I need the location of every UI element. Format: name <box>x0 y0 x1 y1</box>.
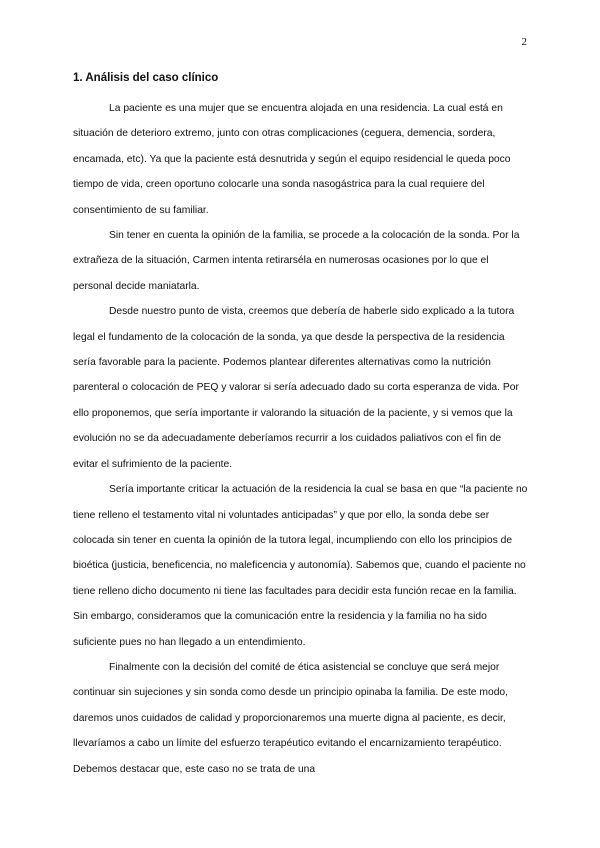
document-body <box>73 70 529 782</box>
paragraph-conclusion: Finalmente con la decisión del comité de ética asistencial se concluye que será mejor continuar sin sujeciones y sin sonda como desde un principio opinaba la familia. De este modo, daremos unos cuidados de calidad y proporcionaremos una muerte digna al paciente, es decir, llevaríamos a cabo un límite del esfuerzo terapéutico evitando el encarnizamiento terapéutico. Debemos destacar que, este caso no se trata de una <box>73 661 509 775</box>
paragraph-criticism: Sería importante criticar la actuación de la residencia la cual se basa en que “la paciente no tiene relleno el testamento vital ni voluntades anticipadas” y que por ello, la sonda debe ser colocada sin tener en cuenta la opinión de la tutora legal, incumpliendo con ello los principios de bioética (justicia, beneficencia, no maleficencia y autonomía). Sabemos que, cuando el paciente no tiene relleno dicho documento ni tiene las facultades para decidir esta función recae en la familia. Sin embargo, consideramos que la comunicación entre la residencia y la familia no ha sido suficiente pues no han llegado a un entendimiento. <box>73 484 528 648</box>
page-number: 2 <box>521 36 527 48</box>
paragraph-case-summary: La paciente es una mujer que se encuentra alojada en una residencia. La cual está en situación de deterioro extremo, junto con otras complicaciones (ceguera, demencia, sordera, encamada, etc). Ya que la paciente está desnutrida y según el equipo residencial le queda poco tiempo de vida, creen oportuno colocarle una sonda nasogástrica para la cual requiere del consentimiento de su familiar. <box>73 103 511 216</box>
paragraph-family-opinion: Sin tener en cuenta la opinión de la familia, se procede a la colocación de la sonda. Por la extrañeza de la situación, Carmen intenta retirarséla en numerosas ocasiones por lo que el personal decide maniatarla. <box>73 230 520 292</box>
section-heading: 1. Análisis del caso clínico <box>73 72 219 84</box>
paragraph-point-of-view: Desde nuestro punto de vista, creemos que debería de haberle sido explicado a la tutora legal el fundamento de la colocación de la sonda, ya que desde la perspectiva de la residencia sería favorable para la paciente. Podemos plantear diferentes alternativas como la nutrición parenteral o colocación de PEQ y valorar si sería adecuado dado su corta esperanza de vida. Por ello proponemos, que sería importante ir valorando la situación de la paciente, y si vemos que la evolución no se da adecuadamente deberíamos recurrir a los cuidados paliativos con el fin de evitar el sufrimiento de la paciente. <box>73 306 519 470</box>
